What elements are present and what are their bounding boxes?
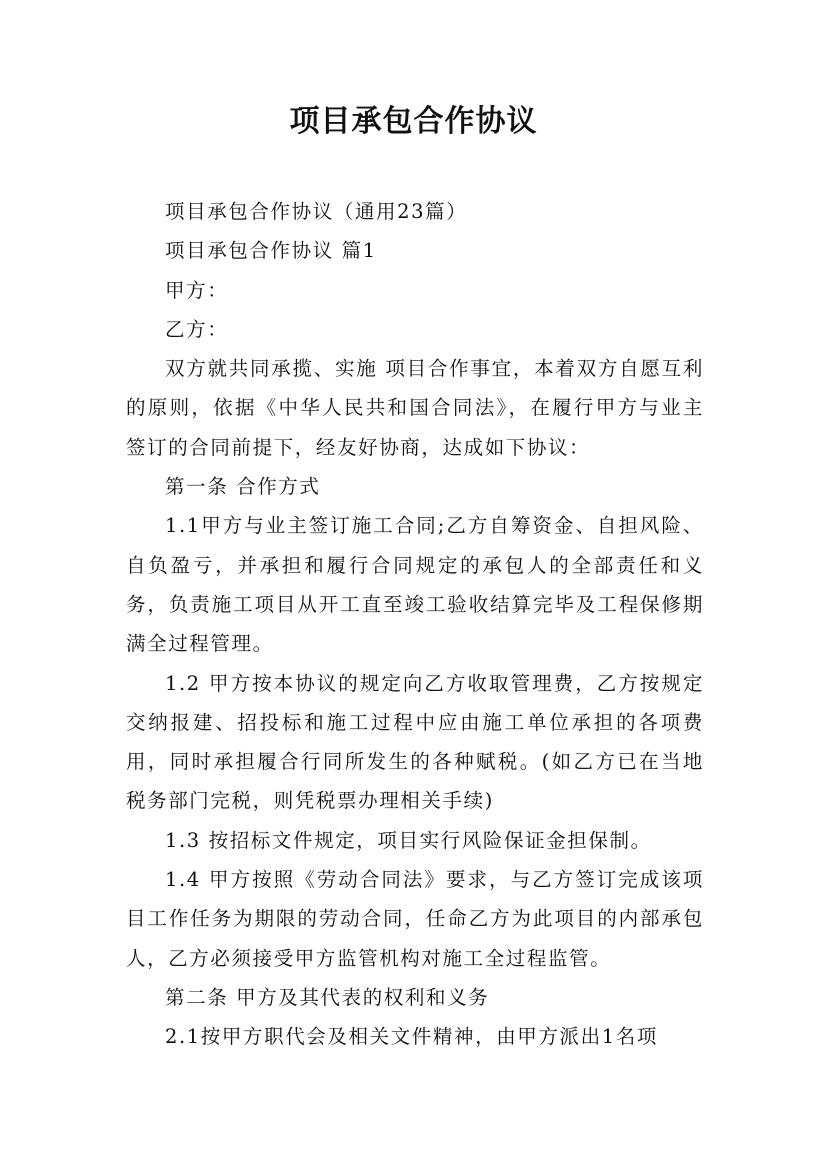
- paragraph-subtitle: 项目承包合作协议（通用23篇）: [165, 200, 468, 223]
- paragraph-clause-2-1: 2.1按甲方职代会及相关文件精神，由甲方派出1名项: [165, 1025, 658, 1049]
- paragraph-clause-1-3: 1.3 按招标文件规定，项目实行风险保证金担保制。: [165, 828, 652, 852]
- paragraph-article-2-heading: 第二条 甲方及其代表的权利和义务: [165, 985, 490, 1009]
- paragraph-section-heading: 项目承包合作协议 篇1: [165, 239, 377, 263]
- paragraph-article-1-heading: 第一条 合作方式: [165, 475, 321, 499]
- document-body: [126, 192, 704, 1057]
- paragraph-clause-1-1: 1.1甲方与业主签订施工合同;乙方自筹资金、自担风险、自负盈亏，并承担和履行合同规定的承包人的全部责任和义务，负责施工项目从开工直至竣工验收结算完毕及工程保修期满全过程管理。: [126, 514, 704, 656]
- paragraph-clause-1-4: 1.4 甲方按照《劳动合同法》要求，与乙方签订完成该项目工作任务为期限的劳动合同，任命乙方为此项目的内部承包人，乙方必须接受甲方监管机构对施工全过程监管。: [126, 868, 704, 970]
- document-title: 项目承包合作协议: [289, 104, 538, 139]
- paragraph-party-b: 乙方：: [165, 317, 229, 341]
- paragraph-preamble: 双方就共同承揽、实施 项目合作事宜，本着双方自愿互利的原则，依据《中华人民共和国合同法》，在履行甲方与业主签订的合同前提下，经友好协商，达成如下协议：: [126, 357, 704, 459]
- paragraph-party-a: 甲方：: [165, 278, 229, 302]
- paragraph-clause-1-2: 1.2 甲方按本协议的规定向乙方收取管理费，乙方按规定交纳报建、招投标和施工过程中应由施工单位承担的各项费用，同时承担履合行同所发生的各种赋税。(如乙方已在当地税务部门完税，则凭税票办理相关手续): [126, 671, 704, 813]
